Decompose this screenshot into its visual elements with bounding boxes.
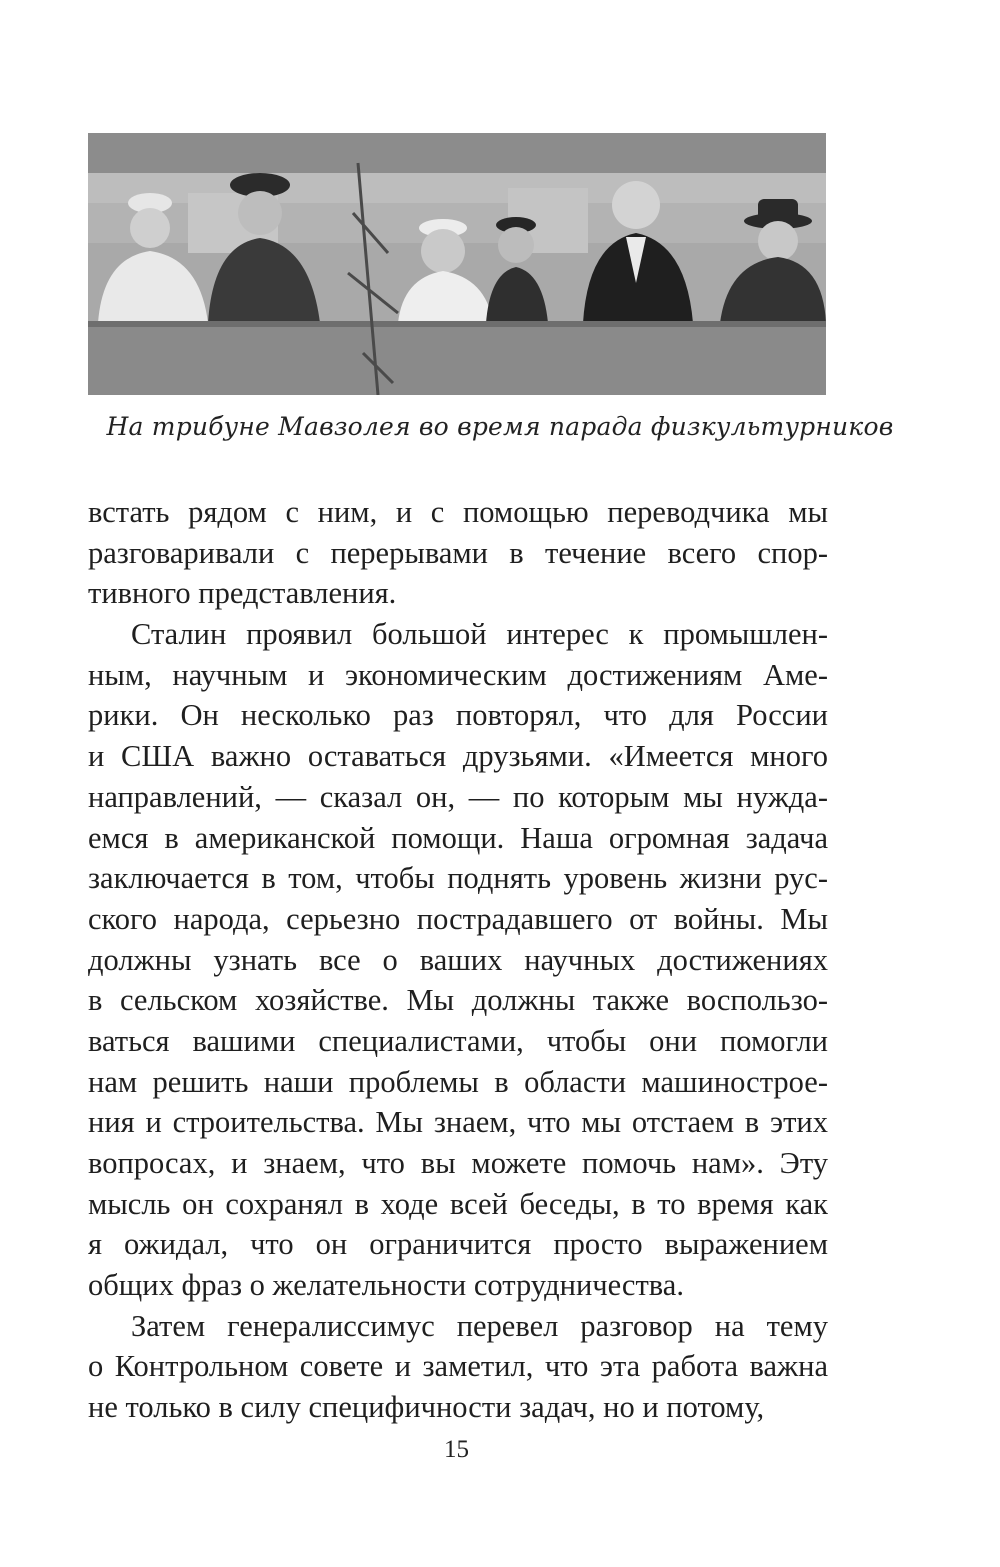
text-line: нам решить наши проблемы в области машинострое- [88, 1064, 828, 1099]
text-line: в сельском хозяйстве. Мы должны также воспользо- [88, 983, 828, 1018]
text-line: Затем генералиссимус перевел разговор на тему [131, 1308, 828, 1343]
text-line: заключается в том, чтобы поднять уровень жизни рус- [88, 861, 828, 896]
text-line: должны узнать все о ваших научных достижениях [88, 942, 828, 977]
photo-caption: На трибуне Мавзолея во время парада физкультурников [106, 412, 894, 441]
text-line: рики. Он несколько раз повторял, что для России [88, 698, 828, 733]
text-line: и США важно оставаться друзьями. «Имеется много [88, 739, 828, 774]
text-line: вопросах, и знаем, что вы можете помочь нам». Эту [88, 1146, 828, 1180]
text-line: направлений, — сказал он, — по которым мы нужда- [88, 779, 828, 814]
text-line: ского народа, серьезно пострадавшего от войны. Мы [88, 901, 828, 936]
body-text [88, 492, 828, 1428]
text-line: Сталин проявил большой интерес к промышлен- [131, 617, 828, 652]
text-line: тивного представления. [88, 576, 397, 611]
text-line: общих фраз о желательности сотрудничества. [88, 1268, 684, 1303]
photo [88, 133, 826, 395]
text-line: ния и строительства. Мы знаем, что мы отстаем в этих [88, 1105, 828, 1140]
text-line: ваться вашими специалистами, чтобы они помогли [88, 1023, 828, 1058]
text-line: разговаривали с перерывами в течение всего спор- [88, 535, 828, 570]
text-line: встать рядом с ним, и с помощью переводчика мы [88, 495, 828, 529]
text-line: емся в американской помощи. Наша огромная задача [88, 820, 828, 855]
text-line: о Контрольном совете и заметил, что эта работа важна [88, 1349, 828, 1384]
photo-mausoleum-tribune [88, 133, 826, 395]
text-line: я ожидал, что он ограничится просто выражением [88, 1227, 828, 1262]
text-line: не только в силу специфичности задач, но и потому, [88, 1390, 765, 1425]
text-line: ным, научным и экономическим достижениям Аме- [88, 657, 828, 692]
text-line: мысль он сохранял в ходе всей беседы, в то время как [88, 1186, 828, 1221]
page-number: 15 [444, 1436, 469, 1463]
